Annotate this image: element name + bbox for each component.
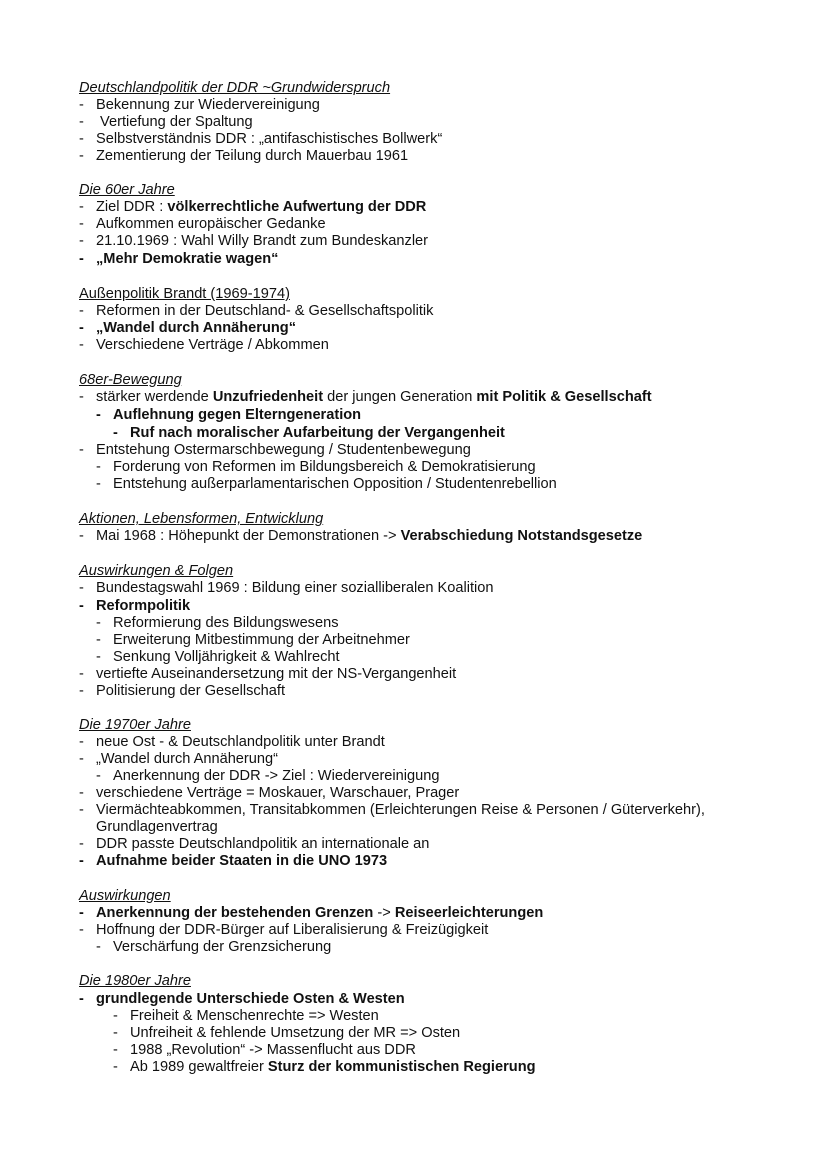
list-item-text: Viermächteabkommen, Transitabkommen (Erleichterungen Reise & Personen / Güterverkehr), xyxy=(96,802,705,818)
dash-marker: - xyxy=(79,905,84,921)
list-item-text: Erweiterung Mitbestimmung der Arbeitnehmer xyxy=(113,632,410,648)
list-item-text: Aufkommen europäischer Gedanke xyxy=(96,216,326,232)
list-item-text: Reformierung des Bildungswesens xyxy=(113,615,339,631)
list-item-text: Entstehung Ostermarschbewegung / Studentenbewegung xyxy=(96,442,471,458)
dash-marker: - xyxy=(113,1025,118,1041)
list-item xyxy=(79,216,326,233)
list-item-text: Senkung Volljährigkeit & Wahlrecht xyxy=(113,649,340,665)
list-item xyxy=(79,991,405,1008)
dash-marker: - xyxy=(96,476,101,492)
dash-marker: - xyxy=(96,939,101,955)
list-item-text: Anerkennung der DDR -> Ziel : Wiedervereinigung xyxy=(113,768,440,784)
list-item xyxy=(79,442,471,459)
dash-marker: - xyxy=(79,991,84,1007)
list-item xyxy=(113,1008,379,1025)
list-item-text-bold: Aufnahme beider Staaten in die UNO 1973 xyxy=(96,853,388,869)
dash-marker: - xyxy=(79,199,84,215)
list-item xyxy=(113,1042,416,1059)
list-item xyxy=(96,632,410,649)
list-item-continuation xyxy=(79,819,218,836)
list-item-text: 21.10.1969 : Wahl Willy Brandt zum Bundeskanzler xyxy=(96,233,429,249)
list-item xyxy=(79,199,426,216)
list-item-text: -> xyxy=(373,905,395,921)
dash-marker: - xyxy=(96,768,101,784)
dash-marker: - xyxy=(79,802,84,818)
section-heading-aussenpolitik-brandt: Außenpolitik Brandt (1969-1974) xyxy=(79,286,290,302)
list-item-text-bold: Reformpolitik xyxy=(96,598,191,614)
list-item-text-bold: Auflehnung gegen Elterngeneration xyxy=(113,407,362,423)
list-item xyxy=(79,320,296,337)
list-item-text-bold: grundlegende Unterschiede Osten & Westen xyxy=(96,991,405,1007)
list-item-text: Zementierung der Teilung durch Mauerbau 1961 xyxy=(96,148,409,164)
dash-marker: - xyxy=(79,389,84,405)
list-item-text: Selbstverständnis DDR : „antifaschistisches Bollwerk“ xyxy=(96,131,443,147)
section-heading-60er-jahre: Die 60er Jahre xyxy=(79,182,175,198)
list-item xyxy=(79,785,459,802)
list-item-text: vertiefte Auseinandersetzung mit der NS-Vergangenheit xyxy=(96,666,457,682)
list-item xyxy=(79,114,253,131)
list-item-text: verschiedene Verträge = Moskauer, Warschauer, Prager xyxy=(96,785,460,801)
dash-marker: - xyxy=(79,148,84,164)
section-heading-aktionen: Aktionen, Lebensformen, Entwicklung xyxy=(79,511,324,527)
list-item xyxy=(79,131,442,148)
dash-marker: - xyxy=(79,528,84,544)
dash-marker: - xyxy=(79,131,84,147)
dash-marker: - xyxy=(79,734,84,750)
dash-marker: - xyxy=(79,836,84,852)
dash-marker: - xyxy=(79,785,84,801)
section-heading-1970er-jahre: Die 1970er Jahre xyxy=(79,717,191,733)
list-item-text-bold: völkerrechtliche Aufwertung der DDR xyxy=(167,199,427,215)
list-item-text: Entstehung außerparlamentarischen Opposition / Studentenrebellion xyxy=(113,476,557,492)
section-heading-68er-bewegung: 68er-Bewegung xyxy=(79,372,182,388)
list-item-text: DDR passte Deutschlandpolitik an internationale an xyxy=(96,836,430,852)
dash-marker: - xyxy=(113,1059,118,1075)
list-item xyxy=(96,459,536,476)
dash-marker: - xyxy=(96,649,101,665)
list-item-text: Forderung von Reformen im Bildungsbereich & Demokratisierung xyxy=(113,459,536,475)
section-heading-auswirkungen-folgen: Auswirkungen & Folgen xyxy=(79,563,234,579)
list-item xyxy=(96,407,361,424)
dash-marker: - xyxy=(96,615,101,631)
section-heading-ddr-deutschlandpolitik: Deutschlandpolitik der DDR ~Grundwiderspruch xyxy=(79,80,391,96)
list-item-text: Vertiefung der Spaltung xyxy=(96,114,253,130)
list-item xyxy=(79,683,285,700)
list-item xyxy=(96,649,340,666)
dash-marker: - xyxy=(79,320,84,336)
list-item xyxy=(79,666,456,683)
dash-marker: - xyxy=(79,303,84,319)
section-heading-auswirkungen: Auswirkungen xyxy=(79,888,171,904)
list-item-text-bold: mit Politik & Gesellschaft xyxy=(476,389,652,405)
list-item-text: der jungen Generation xyxy=(323,389,477,405)
list-item xyxy=(79,233,428,250)
dash-marker: - xyxy=(79,97,84,113)
dash-marker: - xyxy=(79,853,84,869)
dash-marker: - xyxy=(79,666,84,682)
list-item xyxy=(79,836,429,853)
list-item-text-bold: Anerkennung der bestehenden Grenzen xyxy=(96,905,374,921)
list-item xyxy=(96,939,331,956)
list-item xyxy=(79,97,320,114)
list-item-text: neue Ost - & Deutschlandpolitik unter Brandt xyxy=(96,734,385,750)
list-item xyxy=(79,598,190,615)
dash-marker: - xyxy=(96,632,101,648)
list-item-text: Ziel DDR : xyxy=(96,199,168,215)
list-item-text-bold: Reiseerleichterungen xyxy=(394,905,544,921)
list-item-text-bold: „Wandel durch Annäherung“ xyxy=(96,320,296,336)
list-item xyxy=(79,905,543,922)
dash-marker: - xyxy=(113,425,118,441)
list-item xyxy=(79,922,488,939)
list-item-text-bold: Sturz der kommunistischen Regierung xyxy=(267,1059,536,1075)
dash-marker: - xyxy=(79,216,84,232)
list-item-text: Verschärfung der Grenzsicherung xyxy=(113,939,332,955)
list-item-text-bold: Ruf nach moralischer Aufarbeitung der Vergangenheit xyxy=(130,425,505,441)
list-item xyxy=(79,802,705,819)
list-item-text-bold: „Mehr Demokratie wagen“ xyxy=(96,251,279,267)
list-item xyxy=(113,1025,460,1042)
dash-marker: - xyxy=(96,459,101,475)
list-item-text: Hoffnung der DDR-Bürger auf Liberalisierung & Freizügigkeit xyxy=(96,922,489,938)
dash-marker: - xyxy=(79,751,84,767)
list-item-text: Reformen in der Deutschland- & Gesellschaftspolitik xyxy=(96,303,434,319)
list-item-text: Bundestagswahl 1969 : Bildung einer sozialliberalen Koalition xyxy=(96,580,494,596)
list-item-text: Verschiedene Verträge / Abkommen xyxy=(96,337,329,353)
list-item-text: Unfreiheit & fehlende Umsetzung der MR => Osten xyxy=(130,1025,461,1041)
list-item xyxy=(79,751,278,768)
dash-marker: - xyxy=(79,337,84,353)
list-item-text: 1988 „Revolution“ -> Massenflucht aus DDR xyxy=(130,1042,416,1058)
dash-marker: - xyxy=(96,407,101,423)
list-item-text: Politisierung der Gesellschaft xyxy=(96,683,285,699)
list-item xyxy=(79,580,494,597)
list-item xyxy=(79,148,408,165)
list-item-text: „Wandel durch Annäherung“ xyxy=(96,751,278,767)
list-item xyxy=(79,337,329,354)
list-item-text: Freiheit & Menschenrechte => Westen xyxy=(130,1008,379,1024)
section-heading-1980er-jahre: Die 1980er Jahre xyxy=(79,973,191,989)
dash-marker: - xyxy=(79,251,84,267)
list-item-text: Grundlagenvertrag xyxy=(96,819,218,835)
dash-marker: - xyxy=(79,442,84,458)
list-item-text: Mai 1968 : Höhepunkt der Demonstrationen -> xyxy=(96,528,401,544)
list-item-text-bold: Verabschiedung Notstandsgesetze xyxy=(400,528,643,544)
dash-marker: - xyxy=(79,922,84,938)
list-item xyxy=(79,528,642,545)
dash-marker: - xyxy=(79,114,84,130)
list-item-text: Ab 1989 gewaltfreier xyxy=(130,1059,268,1075)
list-item xyxy=(79,389,652,406)
list-item xyxy=(79,251,278,268)
dash-marker: - xyxy=(79,580,84,596)
dash-marker: - xyxy=(113,1008,118,1024)
list-item xyxy=(79,734,385,751)
list-item xyxy=(96,476,557,493)
dash-marker: - xyxy=(113,1042,118,1058)
list-item xyxy=(113,425,505,442)
list-item xyxy=(96,615,339,632)
list-item-text: Bekennung zur Wiedervereinigung xyxy=(96,97,320,113)
list-item-text-bold: Unzufriedenheit xyxy=(212,389,324,405)
dash-marker: - xyxy=(79,598,84,614)
list-item xyxy=(113,1059,536,1076)
dash-marker: - xyxy=(79,683,84,699)
list-item xyxy=(96,768,440,785)
dash-marker: - xyxy=(79,233,84,249)
list-item xyxy=(79,853,387,870)
list-item-text: stärker werdende xyxy=(96,389,213,405)
list-item xyxy=(79,303,433,320)
